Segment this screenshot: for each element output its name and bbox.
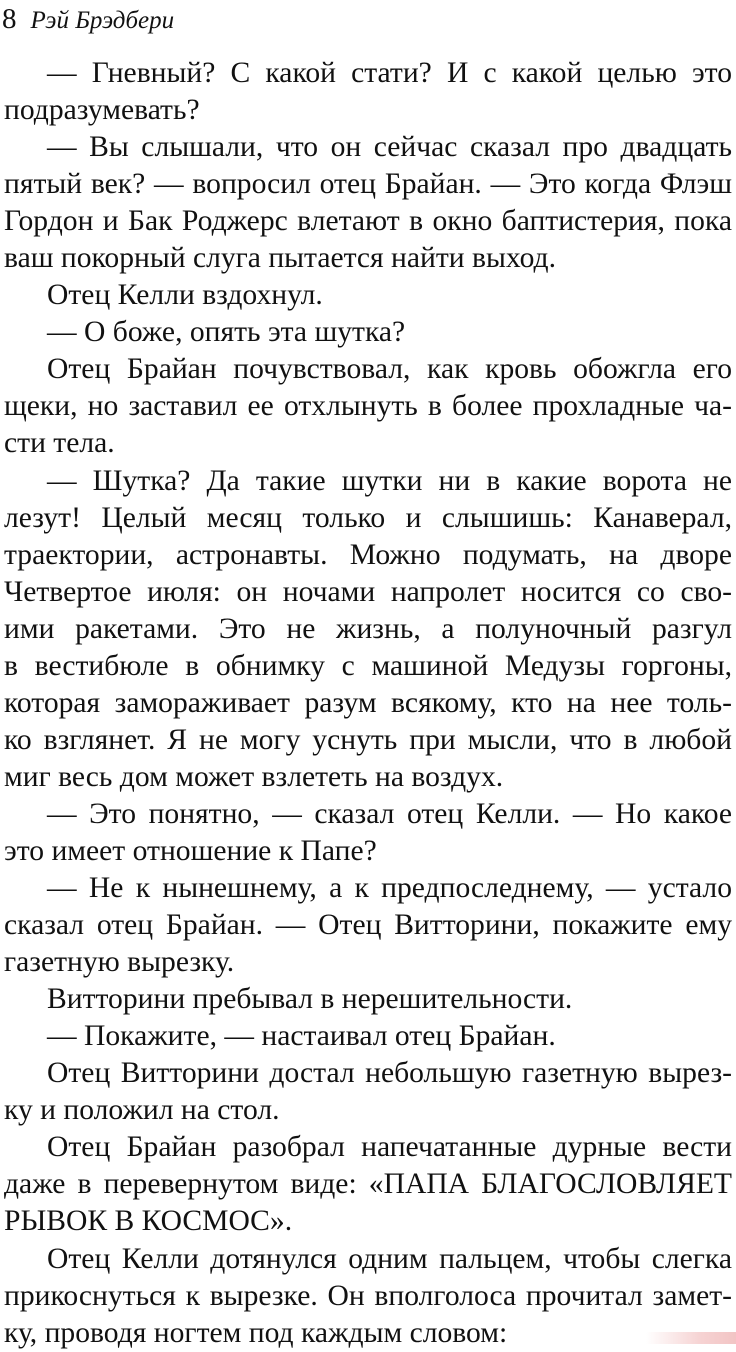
text-line: которая замораживает разум всякому, кто на нее толь- (4, 686, 732, 719)
text-line: РЫВОК В КОСМОС». (4, 1205, 293, 1238)
text-line: Отец Келли вздохнул. (47, 279, 323, 312)
text-line: прикоснуться к вырезке. Он вполголоса прочитал замет- (4, 1279, 732, 1312)
text-line: ко взглянет. Я не могу уснуть при мысли, что в любой (4, 723, 732, 756)
text-line: ваш покорный слуга пытается найти выход. (4, 242, 556, 275)
text-line: Четвертое июля: он ночами напролет носится со сво- (4, 575, 732, 608)
text-line: подразумевать? (4, 94, 200, 127)
text-line: — Не к нынешнему, а к предпоследнему, — устало (47, 872, 732, 905)
body-text (4, 55, 732, 1352)
text-line: — Гневный? С какой стати? И с какой целью это (47, 57, 732, 89)
text-line: траектории, астронавты. Можно подумать, на дворе (4, 538, 732, 571)
text-line: пятый век? — вопросил отец Брайан. — Это когда Флэш (4, 168, 732, 201)
book-author: Рэй Брэдбери (30, 7, 175, 34)
page-number: 8 (2, 3, 17, 35)
running-head (2, 2, 174, 36)
text-line: ку и положил на стол. (4, 1094, 280, 1127)
text-line: — Вы слышали, что он сейчас сказал про двадцать (47, 131, 732, 164)
text-line: ими ракетами. Это не жизнь, а полуночный разгул (4, 612, 732, 645)
text-line: сти тела. (4, 427, 115, 460)
text-line: Отец Келли дотянулся одним пальцем, чтобы слегка (47, 1242, 732, 1275)
text-line: щеки, но заставил ее отхлынуть в более прохладные ча- (4, 390, 732, 423)
text-line: — Покажите, — настаивал отец Брайан. (47, 1020, 556, 1053)
text-line: даже в перевернутом виде: «ПАПА БЛАГОСЛОВЛЯЕТ (4, 1168, 732, 1201)
text-line: Отец Брайан разобрал напечатанные дурные вести (47, 1131, 732, 1164)
text-line: газетную вырезку. (4, 946, 235, 979)
text-line: — Шутка? Да такие шутки ни в какие ворота не (47, 464, 732, 497)
text-line: миг весь дом может взлететь на воздух. (4, 760, 504, 793)
text-line: Отец Брайан почувствовал, как кровь обожгла его (47, 353, 732, 386)
text-line: — О боже, опять эта шутка? (47, 316, 406, 349)
text-line: сказал отец Брайан. — Отец Витторини, покажите ему (4, 909, 732, 942)
text-line: — Это понятно, — сказал отец Келли. — Но какое (47, 797, 732, 830)
text-line: Витторини пребывал в нерешительности. (47, 983, 573, 1016)
text-line: Отец Витторини достал небольшую газетную вырез- (47, 1057, 732, 1090)
text-line: это имеет отношение к Папе? (4, 834, 377, 867)
text-line: в вестибюле в обнимку с машиной Медузы горгоны, (4, 649, 732, 682)
text-line: лезут! Целый месяц только и слышишь: Канаверал, (4, 501, 732, 534)
text-line: ку, проводя ногтем под каждым словом: (4, 1316, 508, 1349)
page-corner-mark (646, 1332, 736, 1344)
text-line: Гордон и Бак Роджерс влетают в окно баптистерия, пока (4, 205, 732, 238)
